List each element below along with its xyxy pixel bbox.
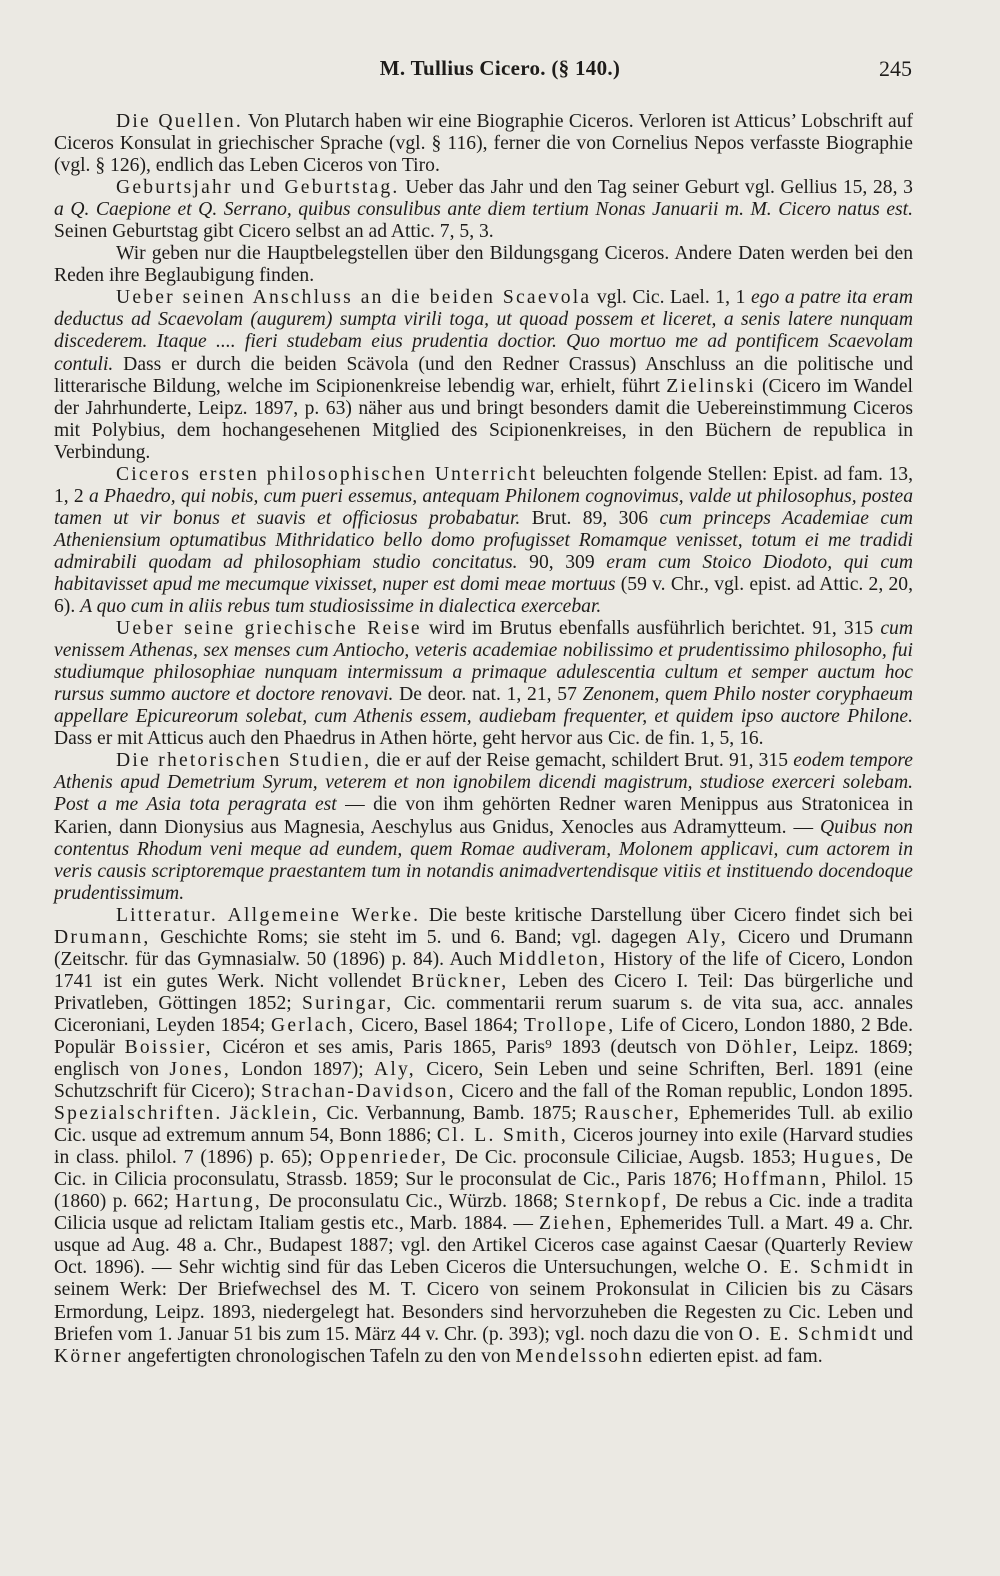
text-run: 90, 309 <box>517 551 607 573</box>
latin-quote: Zenonem, quem Philo noster coryphaeum appellare Epicureorum solebat, cum Athenis essem, audiebam frequenter, et quidem ipso auctore Philone. <box>54 684 913 728</box>
spaced-emphasis: Spezialschriften. <box>54 1103 223 1125</box>
text-run: und <box>878 1323 913 1345</box>
text-run: Cic. Verbannung, Bamb. 1875; <box>318 1103 585 1125</box>
text-run: Wir geben nur die Hauptbelegstellen über den Bildungsgang Ciceros. Andere Daten werden bei den Reden ihre Beglaubigung finden. <box>54 243 913 287</box>
text-run: Dass er durch die beiden Scävola (und den Redner Crassus) Anschluss an die politische und litterarische Bildung, welche im Scipionenkreise lebendig war, erhielt, führt <box>54 353 913 397</box>
spaced-emphasis: Aly, <box>374 1059 416 1081</box>
latin-quote: cum princeps Academiae cum Atheniensium optumatibus Mithridatico bello domo profugisset Romamque venisset, totum ei me tradidi admirabili quodam ad philosophiam studio concitatus. <box>54 507 914 573</box>
text-run: Die beste kritische Darstellung über Cicero findet sich bei <box>420 904 914 926</box>
text-run: wird im Brutus ebenfalls ausführlich berichtet. 91, 315 <box>421 618 881 640</box>
spaced-emphasis: Aly, <box>686 926 729 948</box>
text-run: angefertigten chronologischen Tafeln zu den von <box>122 1345 516 1367</box>
spaced-emphasis: Ueber seinen Anschluss an die beiden Scaevola <box>116 287 592 309</box>
spaced-emphasis: Ziehen, <box>539 1213 614 1235</box>
text-run: Cicero and the fall of the Roman republic, London 1895. <box>455 1081 914 1103</box>
spaced-emphasis: Jones, <box>169 1059 231 1081</box>
text-run: die er auf der Reise gemacht, schildert Brut. 91, 315 <box>371 750 794 772</box>
spaced-emphasis: Hartung, <box>175 1191 263 1213</box>
text-run: Philol. 15 (1860) p. 662; <box>54 1169 913 1213</box>
latin-quote: ego a patre ita eram deductus ad Scaevolam (augurem) sumpta virili toga, ut quoad possem et liceret, a senis latere nunquam discederem. Itaque .... fieri studebam eius prudentia doctior. Quo mortuo me ad pontificem Scaevolam contuli. <box>54 287 913 375</box>
spaced-emphasis: Gerlach, <box>270 1014 356 1036</box>
latin-quote: Quibus non contentus Rhodum veni meque ad eundem, quem Romae audiveram, Molonem applicavi, cum actorem in veris causis scriptoremque praestantem tum in notandis animadvertendisque vitiis et instituendo docendoque prudentissimum. <box>54 816 913 904</box>
text-run: Geschichte Roms; sie steht im 5. und 6. Band; vgl. dagegen <box>150 926 687 948</box>
text-run: History of the life of Cicero, London 1741 ist ein gutes Werk. Nicht vollendet <box>54 948 913 992</box>
text-run: (Cicero im Wandel der Jahrhunderte, Leipz. 1897, p. 63) näher aus und bringt besonders damit die Uebereinstimmung Ciceros mit Polybius, dem hochangesehenen Mitglied des Scipionenkreises, in den Büchern de republica in Verbindung. <box>54 375 914 463</box>
spaced-emphasis: Trollope, <box>523 1014 616 1036</box>
latin-quote: a Phaedro, qui nobis, cum pueri essemus, antequam Philonem cognovimus, valde ut philosophus, postea tamen ut vir bonus et suavis et officiosus probabatur. <box>54 485 913 529</box>
spaced-emphasis: Körner <box>54 1345 123 1367</box>
spaced-emphasis: Drumann, <box>54 926 151 948</box>
text-run: vgl. Cic. Lael. 1, 1 <box>591 287 751 309</box>
spaced-emphasis: Brückner, <box>411 970 509 992</box>
text-run: Cicero, Sein Leben und seine Schriften, Berl. 1891 (eine Schutzschrift für Cicero); <box>54 1059 914 1103</box>
text-run: Ephemerides Tull. ab exilio Cic. usque ad extremum annum 54, Bonn 1886; <box>54 1103 913 1147</box>
spaced-emphasis: Die rhetorischen Studien, <box>116 750 372 772</box>
spaced-emphasis: Middleton, <box>498 948 608 970</box>
spaced-emphasis: Ciceros ersten philosophischen Unterricht <box>116 463 538 485</box>
text-run: — die von ihm gehörten Redner waren Menippus aus Stratonicea in Karien, dann Dionysius aus Magnesia, Aeschylus aus Gnidus, Xenocles aus Adramytteum. — <box>54 794 913 838</box>
spaced-emphasis: Hugues, <box>803 1147 884 1169</box>
spaced-emphasis: Jäcklein, <box>230 1103 319 1125</box>
latin-quote: eram cum Stoico Diodoto, qui cum habitavisset apud me mecumque vixisset, nuper est domi meae mortuus <box>54 551 914 595</box>
text-run: Ciceros journey into exile (Harvard studies in class. philol. 7 (1896) p. 65); <box>54 1125 913 1169</box>
spaced-emphasis: Strachan-Davidson, <box>261 1081 456 1103</box>
spaced-emphasis: Hoffmann, <box>723 1169 829 1191</box>
paragraph <box>54 177 913 243</box>
text-run: Dass er mit Atticus auch den Phaedrus in Athen hörte, geht hervor aus Cic. de fin. 1, 5, 16. <box>54 728 764 750</box>
spaced-emphasis: Sternkopf, <box>564 1191 669 1213</box>
spaced-emphasis: Zielinski <box>666 375 756 397</box>
paragraph <box>54 464 913 618</box>
spaced-emphasis: Mendelssohn <box>515 1345 645 1367</box>
text-run: Von Plutarch haben wir eine Biographie Ciceros. Verloren ist Atticus’ Lobschrift auf Ciceros Konsulat in griechischer Sprache (vgl. § 116), ferner die von Cornelius Nepos verfasste Biographie (vgl. § 126), endlich das Leben Ciceros von Tiro. <box>54 111 914 177</box>
latin-quote: A quo cum in aliis rebus tum studiosissime in dialectica exercebar. <box>80 596 602 618</box>
text-run: Brut. 89, 306 <box>520 507 660 529</box>
text-run: (59 v. Chr., vgl. epist. ad Attic. 2, 20, 6). <box>54 573 913 618</box>
text-run: edierten epist. ad fam. <box>644 1345 823 1367</box>
text-run: Ephemerides Tull. a Mart. 49 a. Chr. usque ad Aug. 48 a. Chr., Budapest 1887; vgl. den Artikel Ciceros case against Caesar (Quarterly Review Oct. 1896). — Sehr wichtig sind für das Leben Ciceros die Untersuchungen, welche <box>54 1213 913 1279</box>
text-run: beleuchten folgende Stellen: Epist. ad fam. 13, 1, 2 <box>54 463 913 507</box>
paragraph <box>54 287 913 463</box>
text-run: Cicero und Drumann (Zeitschr. für das Gymnasialw. 50 (1896) p. 84). Auch <box>54 926 913 970</box>
latin-quote: cum venissem Athenas, sex menses cum Antiocho, veteris academiae nobilissimo et prudentissimo philosopho, fui studiumque philosophiae nunquam intermissum a primaque adulescentia cultum et semper auctum hoc rursus summo auctore et doctore renovavi. <box>54 618 913 706</box>
text-run: Cicéron et ses amis, Paris 1865, Paris⁹ 1893 (deutsch von <box>212 1036 726 1058</box>
text-run <box>223 1103 231 1124</box>
main-text <box>54 111 913 1368</box>
spaced-emphasis: Cl. L. Smith, <box>436 1125 568 1147</box>
text-run: Seinen Geburtstag gibt Cicero selbst an ad Attic. 7, 5, 3. <box>54 221 494 243</box>
spaced-emphasis: Litteratur. Allgemeine Werke. <box>116 904 421 926</box>
spaced-emphasis: Döhler, <box>725 1036 800 1058</box>
text-run: De Cic. in Cilicia proconsulatu, Strassb. 1859; Sur le proconsulat de Cic., Paris 1876; <box>54 1147 913 1191</box>
text-run: Life of Cicero, London 1880, 2 Bde. Populär <box>54 1014 913 1058</box>
text-run: London 1897); <box>230 1059 375 1081</box>
spaced-emphasis: Boissier, <box>124 1036 213 1058</box>
paragraph <box>54 111 913 177</box>
paragraph <box>54 243 913 287</box>
spaced-emphasis: Geburtsjahr und Geburtstag. <box>116 177 400 199</box>
paragraph <box>54 750 913 904</box>
text-run: Cic. commentarii rerum suarum s. de vita sua, acc. annales Ciceroniani, Leyden 1854; <box>54 992 914 1036</box>
paragraph <box>54 618 913 750</box>
text-run: in seinem Werk: Der Briefwechsel des M. T. Cicero von seinem Prokonsulat in Cilicien bis zu Cäsars Ermordung, Leipz. 1893, niedergelegt hat. Besonders sind hervorzuheben die Regesten zu Cic. Leben und Briefen vom 1. Januar 51 bis zum 15. März 44 v. Chr. (p. 393); vgl. noch dazu die von <box>54 1257 913 1345</box>
text-run: Leipz. 1869; englisch von <box>54 1036 913 1081</box>
spaced-emphasis: O. E. Schmidt <box>738 1323 879 1345</box>
text-run: Cicero, Basel 1864; <box>355 1014 524 1036</box>
page-number: 245 <box>879 56 912 81</box>
text-run: Leben des Cicero I. Teil: Das bürgerliche und Privatleben, Göttingen 1852; <box>54 970 913 1014</box>
paragraph <box>54 905 913 1368</box>
spaced-emphasis: Rauscher, <box>584 1103 682 1125</box>
latin-quote: a Q. Caepione et Q. Serrano, quibus consulibus ante diem tertium Nonas Januarii m. M. Cicero natus est. <box>54 199 913 221</box>
text-run: De Cic. proconsule Ciliciae, Augsb. 1853; <box>448 1147 804 1169</box>
text-run: Ueber das Jahr und den Tag seiner Geburt vgl. Gellius 15, 28, 3 <box>399 177 913 199</box>
spaced-emphasis: Oppenrieder, <box>319 1147 449 1169</box>
running-header <box>0 56 1000 86</box>
spaced-emphasis: Suringar, <box>302 992 394 1014</box>
text-run: De rebus a Cic. inde a tradita Cilicia usque ad relictam Italiam gestis etc., Marb. 1884. — <box>54 1191 913 1235</box>
spaced-emphasis: Ueber seine griechische Reise <box>116 618 422 640</box>
running-title: M. Tullius Cicero. (§ 140.) <box>379 56 621 80</box>
spaced-emphasis: Die Quellen. <box>116 111 243 132</box>
spaced-emphasis: O. E. Schmidt <box>746 1257 891 1279</box>
latin-quote: eodem tempore Athenis apud Demetrium Syrum, veterem et non ignobilem dicendi magistrum, studiose exerceri solebam. Post a me Asia tota peragrata est <box>54 750 914 816</box>
text-run: De proconsulatu Cic., Würzb. 1868; <box>262 1191 565 1213</box>
text-run: De deor. nat. 1, 21, 57 <box>393 684 583 706</box>
